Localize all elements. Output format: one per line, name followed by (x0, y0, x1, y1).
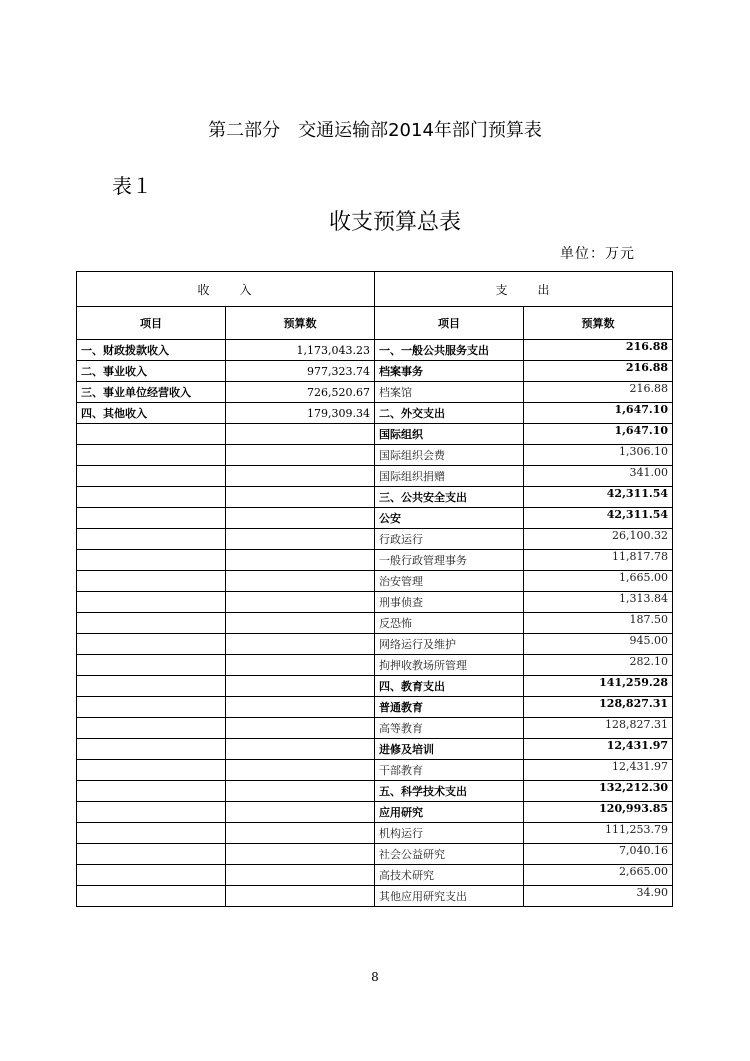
expense-item-cell: 国际组织 (375, 424, 524, 445)
expense-amount-cell: 216.88 (524, 340, 673, 361)
income-item-cell (77, 865, 226, 886)
expense-amount-cell: 128,827.31 (524, 718, 673, 739)
expense-item-cell: 应用研究 (375, 802, 524, 823)
table-row (77, 844, 673, 865)
table-row (77, 487, 673, 508)
expense-item-cell: 档案事务 (375, 361, 524, 382)
income-item-cell: 一、财政拨款收入 (77, 340, 226, 361)
expense-amount-cell: 11,817.78 (524, 550, 673, 571)
expense-amount-cell: 111,253.79 (524, 823, 673, 844)
income-item-cell (77, 823, 226, 844)
income-item-cell (77, 487, 226, 508)
expense-item-cell: 国际组织会费 (375, 445, 524, 466)
income-item-cell (77, 697, 226, 718)
income-item-cell (77, 802, 226, 823)
table-row (77, 424, 673, 445)
table-row (77, 571, 673, 592)
expense-item-cell: 进修及培训 (375, 739, 524, 760)
table-row (77, 865, 673, 886)
table-row (77, 886, 673, 907)
expense-amount-cell: 216.88 (524, 361, 673, 382)
income-amount-cell (226, 802, 375, 823)
income-item-cell (77, 571, 226, 592)
income-amount-cell (226, 634, 375, 655)
expense-item-cell: 高技术研究 (375, 865, 524, 886)
income-section-header: 收 入 (77, 272, 375, 307)
income-item-cell (77, 760, 226, 781)
expense-item-cell: 公安 (375, 508, 524, 529)
expense-item-header: 项目 (375, 307, 524, 340)
income-amount-cell (226, 676, 375, 697)
income-item-cell (77, 613, 226, 634)
expense-section-header: 支 出 (375, 272, 673, 307)
income-item-cell (77, 466, 226, 487)
income-amount-cell: 179,309.34 (226, 403, 375, 424)
income-amount-cell (226, 592, 375, 613)
expense-item-cell: 拘押收教场所管理 (375, 655, 524, 676)
expense-item-cell: 二、外交支出 (375, 403, 524, 424)
unit-label: 单位：万元 (560, 246, 635, 262)
income-item-cell (77, 718, 226, 739)
expense-amount-cell: 341.00 (524, 466, 673, 487)
income-amount-cell (226, 655, 375, 676)
table-row (77, 592, 673, 613)
income-item-cell: 三、事业单位经营收入 (77, 382, 226, 403)
income-amount-header: 预算数 (226, 307, 375, 340)
expense-item-cell: 行政运行 (375, 529, 524, 550)
table-row (77, 718, 673, 739)
expense-item-cell: 反恐怖 (375, 613, 524, 634)
income-amount-cell (226, 760, 375, 781)
table-row (77, 802, 673, 823)
expense-item-cell: 机构运行 (375, 823, 524, 844)
expense-amount-cell: 34.90 (524, 886, 673, 907)
expense-amount-cell: 945.00 (524, 634, 673, 655)
income-amount-cell (226, 886, 375, 907)
table-row (77, 634, 673, 655)
table-row (77, 781, 673, 802)
income-item-header: 项目 (77, 307, 226, 340)
expense-amount-cell: 1,665.00 (524, 571, 673, 592)
expense-item-cell: 高等教育 (375, 718, 524, 739)
income-amount-cell (226, 466, 375, 487)
income-amount-cell (226, 613, 375, 634)
page-title: 第二部分 交通运输部2014年部门预算表 (208, 120, 542, 141)
expense-item-cell: 四、教育支出 (375, 676, 524, 697)
income-item-cell (77, 508, 226, 529)
income-amount-cell (226, 424, 375, 445)
expense-amount-cell: 128,827.31 (524, 697, 673, 718)
expense-amount-cell: 187.50 (524, 613, 673, 634)
table-row (77, 550, 673, 571)
income-item-cell (77, 529, 226, 550)
expense-item-cell: 一般行政管理事务 (375, 550, 524, 571)
income-amount-cell (226, 697, 375, 718)
income-item-cell (77, 634, 226, 655)
page-number: 8 (371, 970, 379, 984)
table-row (77, 403, 673, 424)
table-label: 表１ (112, 174, 152, 198)
budget-summary-table (76, 271, 673, 907)
income-amount-cell (226, 571, 375, 592)
income-item-cell: 二、事业收入 (77, 361, 226, 382)
income-amount-cell: 726,520.67 (226, 382, 375, 403)
income-item-cell (77, 424, 226, 445)
table-row (77, 340, 673, 361)
expense-amount-cell: 2,665.00 (524, 865, 673, 886)
expense-item-cell: 档案馆 (375, 382, 524, 403)
income-item-cell (77, 550, 226, 571)
expense-item-cell: 社会公益研究 (375, 844, 524, 865)
table-row (77, 466, 673, 487)
expense-amount-cell: 42,311.54 (524, 487, 673, 508)
expense-item-cell: 刑事侦查 (375, 592, 524, 613)
income-amount-cell: 977,323.74 (226, 361, 375, 382)
expense-amount-cell: 141,259.28 (524, 676, 673, 697)
expense-amount-cell: 7,040.16 (524, 844, 673, 865)
income-amount-cell (226, 844, 375, 865)
income-amount-cell (226, 718, 375, 739)
income-amount-cell (226, 781, 375, 802)
expense-item-cell: 其他应用研究支出 (375, 886, 524, 907)
expense-amount-cell: 132,212.30 (524, 781, 673, 802)
table-row (77, 676, 673, 697)
income-item-cell (77, 592, 226, 613)
expense-amount-cell: 1,306.10 (524, 445, 673, 466)
expense-item-cell: 三、公共安全支出 (375, 487, 524, 508)
column-header-row (77, 307, 673, 340)
income-amount-cell (226, 550, 375, 571)
income-item-cell (77, 445, 226, 466)
income-item-cell (77, 655, 226, 676)
income-item-cell (77, 676, 226, 697)
table-row (77, 823, 673, 844)
table-row (77, 697, 673, 718)
expense-item-cell: 治安管理 (375, 571, 524, 592)
income-item-cell (77, 781, 226, 802)
expense-item-cell: 一、一般公共服务支出 (375, 340, 524, 361)
income-amount-cell (226, 865, 375, 886)
expense-amount-cell: 1,647.10 (524, 403, 673, 424)
expense-amount-cell: 12,431.97 (524, 760, 673, 781)
table-row (77, 739, 673, 760)
expense-item-cell: 五、科学技术支出 (375, 781, 524, 802)
expense-amount-cell: 120,993.85 (524, 802, 673, 823)
table-row (77, 508, 673, 529)
expense-amount-cell: 26,100.32 (524, 529, 673, 550)
expense-amount-cell: 42,311.54 (524, 508, 673, 529)
income-amount-cell (226, 508, 375, 529)
expense-amount-cell: 1,647.10 (524, 424, 673, 445)
income-amount-cell: 1,173,043.23 (226, 340, 375, 361)
expense-item-cell: 国际组织捐赠 (375, 466, 524, 487)
table-row (77, 445, 673, 466)
income-amount-cell (226, 487, 375, 508)
table-row (77, 361, 673, 382)
expense-amount-cell: 1,313.84 (524, 592, 673, 613)
income-item-cell: 四、其他收入 (77, 403, 226, 424)
income-item-cell (77, 886, 226, 907)
table-row (77, 529, 673, 550)
income-amount-cell (226, 529, 375, 550)
income-amount-cell (226, 739, 375, 760)
table-row (77, 382, 673, 403)
income-amount-cell (226, 445, 375, 466)
income-amount-cell (226, 823, 375, 844)
income-item-cell (77, 739, 226, 760)
expense-item-cell: 干部教育 (375, 760, 524, 781)
expense-amount-header: 预算数 (524, 307, 673, 340)
expense-item-cell: 普通教育 (375, 697, 524, 718)
expense-item-cell: 网络运行及维护 (375, 634, 524, 655)
table-title: 收支预算总表 (328, 210, 461, 235)
section-header-row (77, 272, 673, 307)
table-row (77, 760, 673, 781)
table-row (77, 655, 673, 676)
income-item-cell (77, 844, 226, 865)
expense-amount-cell: 282.10 (524, 655, 673, 676)
expense-amount-cell: 216.88 (524, 382, 673, 403)
table-row (77, 613, 673, 634)
expense-amount-cell: 12,431.97 (524, 739, 673, 760)
